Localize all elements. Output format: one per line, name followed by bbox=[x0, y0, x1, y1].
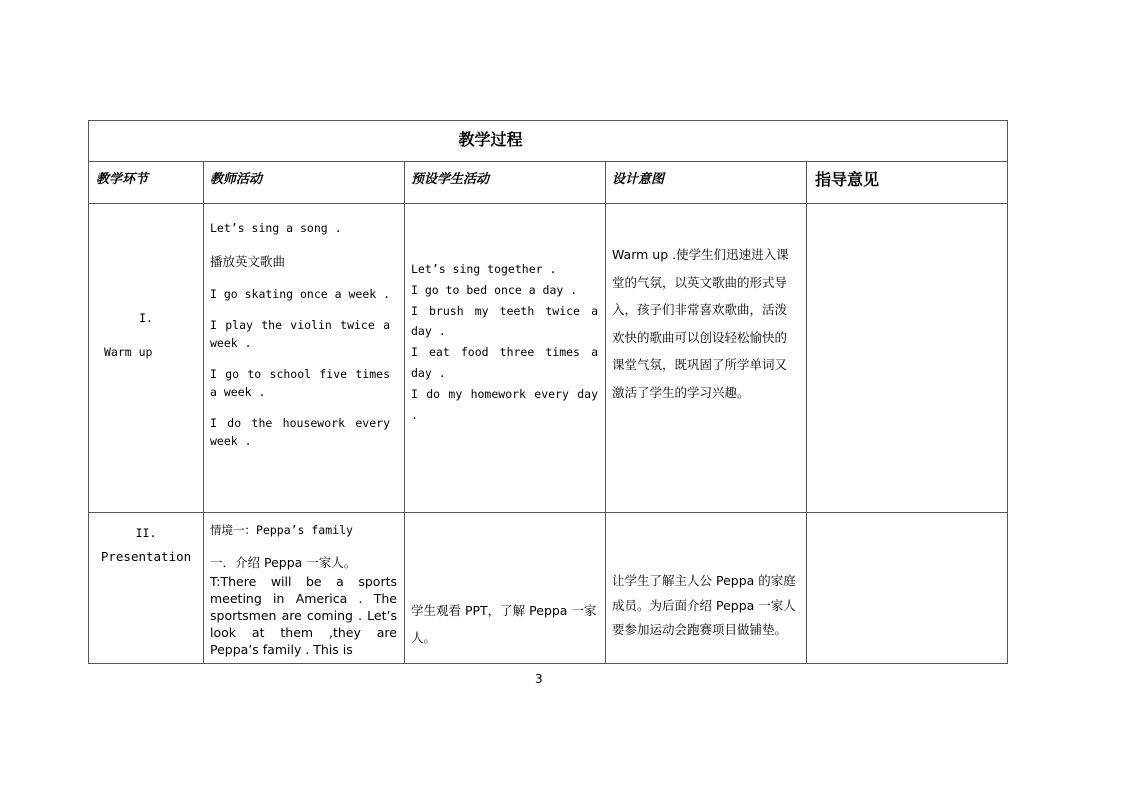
header-design-intent: 设计意图 bbox=[612, 172, 665, 187]
teacher-line: Let’s sing a song . bbox=[210, 221, 342, 235]
guidance-cell bbox=[807, 204, 1007, 512]
header-teacher-activity: 教师活动 bbox=[210, 172, 263, 187]
stage-name: Warm up bbox=[104, 345, 153, 359]
teacher-line: I do the housework every week . bbox=[210, 416, 390, 448]
page-number: 3 bbox=[535, 672, 543, 686]
student-line: I brush my teeth twice a day . bbox=[411, 303, 598, 339]
teacher-line: 一．介绍 Peppa 一家人。 bbox=[210, 555, 357, 570]
table-title: 教学过程 bbox=[458, 130, 523, 149]
col-divider bbox=[605, 161, 606, 663]
student-line: I do my homework every day . bbox=[411, 386, 598, 422]
stage-number: I. bbox=[139, 311, 153, 325]
header-stage: 教学环节 bbox=[96, 172, 149, 187]
col-divider bbox=[203, 161, 204, 663]
design-intent-cell: Warm up .使学生们迅速进入课堂的气氛，以英文歌曲的形式导入，孩子们非常喜欢歌曲，活泼欢快的歌曲可以创设轻松愉快的课堂气氛，既巩固了所学单词又激活了学生的学习兴趣。 bbox=[612, 247, 789, 400]
student-line: I go to bed once a day . bbox=[411, 282, 578, 297]
teacher-activity-cell bbox=[210, 521, 397, 662]
row-divider bbox=[89, 161, 1007, 162]
student-line: I eat food three times a day . bbox=[411, 345, 598, 380]
teacher-line: I go skating once a week . bbox=[210, 287, 391, 301]
stage-name: Presentation bbox=[100, 549, 192, 564]
teacher-line: I go to school five times a week . bbox=[210, 367, 390, 399]
guidance-cell bbox=[807, 513, 1007, 663]
col-divider bbox=[404, 161, 405, 663]
stage-number: II. bbox=[135, 526, 157, 540]
student-activity-cell: 学生观看 PPT，了解 Peppa 一家人。 bbox=[411, 603, 597, 645]
design-intent-cell: 让学生了解主人公 Peppa 的家庭成员。为后面介绍 Peppa 一家人要参加运动会跑赛项目做铺垫。 bbox=[612, 573, 796, 637]
teacher-line: I play the violin twice a week . bbox=[210, 318, 390, 350]
teacher-activity-cell bbox=[210, 219, 390, 450]
header-student-activity: 预设学生活动 bbox=[411, 172, 490, 187]
student-activity-cell bbox=[411, 259, 598, 425]
teacher-line: 播放英文歌曲 bbox=[210, 254, 286, 269]
teacher-line: 情境一：Peppa’s family bbox=[210, 523, 353, 537]
teaching-process-table bbox=[88, 120, 1008, 664]
teacher-line: T:There will be a sports meeting in America . The sportsmen are coming . Let’s look at them ,they are Peppa’s family . This is bbox=[210, 574, 397, 657]
header-guidance: 指导意见 bbox=[815, 170, 880, 189]
student-line: Let’s sing together . bbox=[411, 262, 557, 276]
